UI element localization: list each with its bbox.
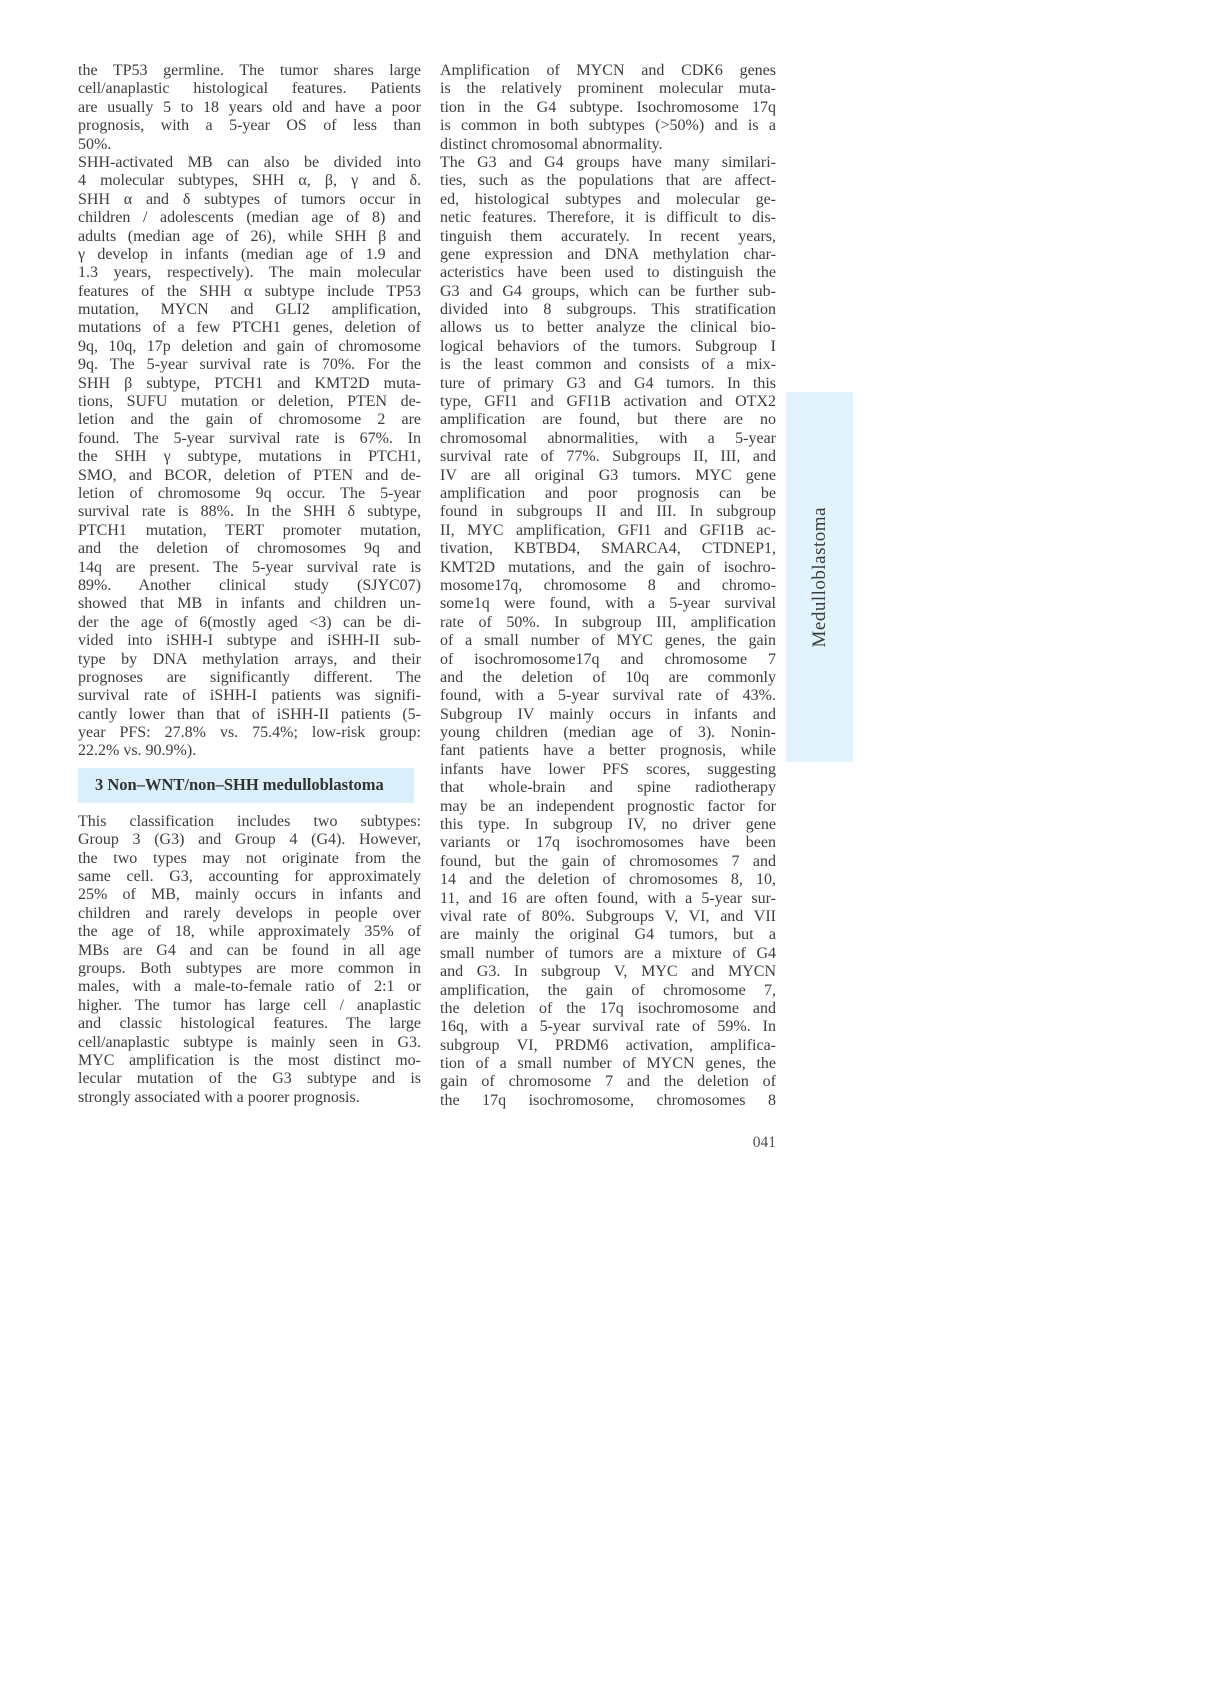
page-number: 041	[752, 1134, 776, 1151]
text-line: prognosis, with a 5-year OS of less than	[78, 117, 421, 135]
text-line: found, but the gain of chromosomes 7 and	[440, 852, 776, 870]
text-line: SHH β subtype, PTCH1 and KMT2D muta-	[78, 374, 421, 392]
text-line: amplification, the gain of chromosome 7,	[440, 981, 776, 999]
text-line: and the deletion of chromosomes 9q and	[78, 540, 421, 558]
text-line: children and rarely develops in people over	[78, 904, 421, 922]
text-line: The G3 and G4 groups have many similari-	[440, 153, 776, 171]
text-line: chromosomal abnormalities, with a 5-year	[440, 429, 776, 447]
text-line: is common in both subtypes (>50%) and is a	[440, 117, 776, 135]
text-line: PTCH1 mutation, TERT promoter mutation,	[78, 521, 421, 539]
right-column	[440, 62, 776, 1110]
text-line: 9q, 10q, 17p deletion and gain of chromosome	[78, 337, 421, 355]
text-line: the 17q isochromosome, chromosomes 8	[440, 1091, 776, 1109]
text-line: some1q were found, with a 5-year survival	[440, 595, 776, 613]
text-line: ties, such as the populations that are affect-	[440, 172, 776, 190]
text-line: ture of primary G3 and G4 tumors. In this	[440, 374, 776, 392]
text-line: amplification are found, but there are no	[440, 411, 776, 429]
text-line: SMO, and BCOR, deletion of PTEN and de-	[78, 466, 421, 484]
text-line: year PFS: 27.8% vs. 75.4%; low-risk group:	[78, 724, 421, 742]
text-line: 89%. Another clinical study (SJYC07)	[78, 576, 421, 594]
text-line: survival rate is 88%. In the SHH δ subtype,	[78, 503, 421, 521]
text-line: 11, and 16 are often found, with a 5-year sur-	[440, 889, 776, 907]
text-line: tion in the G4 subtype. Isochromosome 17q	[440, 98, 776, 116]
text-line: γ develop in infants (median age of 1.9 and	[78, 245, 421, 263]
text-line: higher. The tumor has large cell / anaplastic	[78, 996, 421, 1014]
text-line: the deletion of the 17q isochromosome and	[440, 999, 776, 1017]
text-line: der the age of 6(mostly aged <3) can be di-	[78, 613, 421, 631]
text-line: found, with a 5-year survival rate of 43%.	[440, 687, 776, 705]
text-line: Amplification of MYCN and CDK6 genes	[440, 62, 776, 79]
text-line: KMT2D mutations, and the gain of isochro-	[440, 558, 776, 576]
text-line: amplification and poor prognosis can be	[440, 484, 776, 502]
text-line: the age of 18, while approximately 35% of	[78, 923, 421, 941]
text-line: males, with a male-to-female ratio of 2:1 or	[78, 978, 421, 996]
text-line: distinct chromosomal abnormality.	[440, 135, 663, 153]
text-line: tions, SUFU mutation or deletion, PTEN de-	[78, 393, 421, 411]
text-line: divided into 8 subgroups. This stratification	[440, 301, 776, 319]
text-line: children / adolescents (median age of 8) and	[78, 209, 421, 227]
text-line: strongly associated with a poorer prognosis.	[78, 1088, 360, 1106]
text-line: showed that MB in infants and children un-	[78, 595, 421, 613]
text-line: the two types may not originate from the	[78, 849, 421, 867]
text-line: the SHH γ subtype, mutations in PTCH1,	[78, 448, 421, 466]
text-line: 50%.	[78, 135, 112, 153]
text-line: small number of tumors are a mixture of G4	[440, 944, 776, 962]
text-line: the TP53 germline. The tumor shares large	[78, 62, 421, 79]
text-line: features of the SHH α subtype include TP53	[78, 282, 421, 300]
text-line: of a small number of MYC genes, the gain	[440, 632, 776, 650]
text-line: SHH-activated MB can also be divided into	[78, 153, 421, 171]
left-text-block-1	[78, 62, 421, 761]
text-line: logical behaviors of the tumors. Subgroup I	[440, 337, 776, 355]
text-line: survival rate of iSHH-I patients was signifi-	[78, 687, 421, 705]
text-line: letion of chromosome 9q occur. The 5-year	[78, 484, 421, 502]
text-line: vival rate of 80%. Subgroups V, VI, and VII	[440, 907, 776, 925]
right-text-block-1	[440, 62, 776, 1110]
chapter-tab	[786, 392, 853, 762]
section-heading-text: 3 Non–WNT/non–SHH medulloblastoma	[95, 775, 384, 795]
text-line: vided into iSHH-I subtype and iSHH-II sub-	[78, 632, 421, 650]
text-line: This classification includes two subtypes:	[78, 812, 421, 830]
text-line: tion of a small number of MYCN genes, the	[440, 1055, 776, 1073]
text-line: II, MYC amplification, GFI1 and GFI1B ac-	[440, 521, 776, 539]
text-line: and classic histological features. The large	[78, 1015, 421, 1033]
text-line: Subgroup IV mainly occurs in infants and	[440, 705, 776, 723]
text-line: variants or 17q isochromosomes have been	[440, 834, 776, 852]
text-line: Group 3 (G3) and Group 4 (G4). However,	[78, 831, 421, 849]
text-line: is the least common and consists of a mix-	[440, 356, 776, 374]
text-line: are mainly the original G4 tumors, but a	[440, 926, 776, 944]
text-line: acteristics have been used to distinguish the	[440, 264, 776, 282]
text-line: fant patients have a better prognosis, while	[440, 742, 776, 760]
chapter-tab-label: Medulloblastoma	[808, 506, 830, 648]
text-line: tinguish them accurately. In recent years,	[440, 227, 776, 245]
text-line: netic features. Therefore, it is difficult to dis-	[440, 209, 776, 227]
text-line: type, GFI1 and GFI1B activation and OTX2	[440, 393, 776, 411]
text-line: prognoses are significantly different. The	[78, 668, 421, 686]
text-line: found in subgroups II and III. In subgroup	[440, 503, 776, 521]
text-line: this type. In subgroup IV, no driver gene	[440, 816, 776, 834]
text-line: allows us to better analyze the clinical bio-	[440, 319, 776, 337]
text-line: rate of 50%. In subgroup III, amplification	[440, 613, 776, 631]
text-line: tivation, KBTBD4, SMARCA4, CTDNEP1,	[440, 540, 776, 558]
left-text-block-2	[78, 813, 421, 1107]
text-line: are usually 5 to 18 years old and have a poor	[78, 98, 421, 116]
text-line: and the deletion of 10q are commonly	[440, 668, 776, 686]
text-line: cell/anaplastic histological features. Patients	[78, 80, 421, 98]
text-line: letion and the gain of chromosome 2 are	[78, 411, 421, 429]
text-line: young children (median age of 3). Nonin-	[440, 724, 776, 742]
text-line: 22.2% vs. 90.9%).	[78, 742, 197, 760]
text-line: ed, histological subtypes and molecular ge-	[440, 190, 776, 208]
text-line: 9q. The 5-year survival rate is 70%. For the	[78, 356, 421, 374]
text-line: found. The 5-year survival rate is 67%. In	[78, 429, 421, 447]
text-line: and G3. In subgroup V, MYC and MYCN	[440, 963, 776, 981]
text-line: adults (median age of 26), while SHH β and	[78, 227, 421, 245]
text-line: may be an independent prognostic factor for	[440, 797, 776, 815]
section-heading-band	[78, 768, 414, 803]
text-line: same cell. G3, accounting for approximately	[78, 868, 421, 886]
text-line: cantly lower than that of iSHH-II patients (5-	[78, 705, 421, 723]
text-line: 1.3 years, respectively). The main molecular	[78, 264, 421, 282]
text-line: mosome17q, chromosome 8 and chromo-	[440, 576, 776, 594]
text-line: that whole-brain and spine radiotherapy	[440, 779, 776, 797]
text-line: mutation, MYCN and GLI2 amplification,	[78, 301, 421, 319]
text-line: 16q, with a 5-year survival rate of 59%. In	[440, 1018, 776, 1036]
text-line: type by DNA methylation arrays, and their	[78, 650, 421, 668]
text-line: cell/anaplastic subtype is mainly seen in G3.	[78, 1033, 421, 1051]
text-line: MBs are G4 and can be found in all age	[78, 941, 421, 959]
text-line: subgroup VI, PRDM6 activation, amplifica-	[440, 1036, 776, 1054]
text-line: G3 and G4 groups, which can be further sub-	[440, 282, 776, 300]
text-line: IV are all original G3 tumors. MYC gene	[440, 466, 776, 484]
text-line: gain of chromosome 7 and the deletion of	[440, 1073, 776, 1091]
text-line: 4 molecular subtypes, SHH α, β, γ and δ.	[78, 172, 421, 190]
text-line: MYC amplification is the most distinct mo-	[78, 1051, 421, 1069]
text-line: of isochromosome17q and chromosome 7	[440, 650, 776, 668]
text-line: gene expression and DNA methylation char-	[440, 245, 776, 263]
text-line: mutations of a few PTCH1 genes, deletion of	[78, 319, 421, 337]
text-line: 25% of MB, mainly occurs in infants and	[78, 886, 421, 904]
text-line: SHH α and δ subtypes of tumors occur in	[78, 190, 421, 208]
text-line: lecular mutation of the G3 subtype and is	[78, 1070, 421, 1088]
text-line: is the relatively prominent molecular muta-	[440, 80, 776, 98]
left-column	[78, 62, 421, 1107]
text-line: groups. Both subtypes are more common in	[78, 959, 421, 977]
text-line: infants have lower PFS scores, suggesting	[440, 760, 776, 778]
text-line: 14q are present. The 5-year survival rate is	[78, 558, 421, 576]
text-line: 14 and the deletion of chromosomes 8, 10,	[440, 871, 776, 889]
text-line: survival rate of 77%. Subgroups II, III, and	[440, 448, 776, 466]
